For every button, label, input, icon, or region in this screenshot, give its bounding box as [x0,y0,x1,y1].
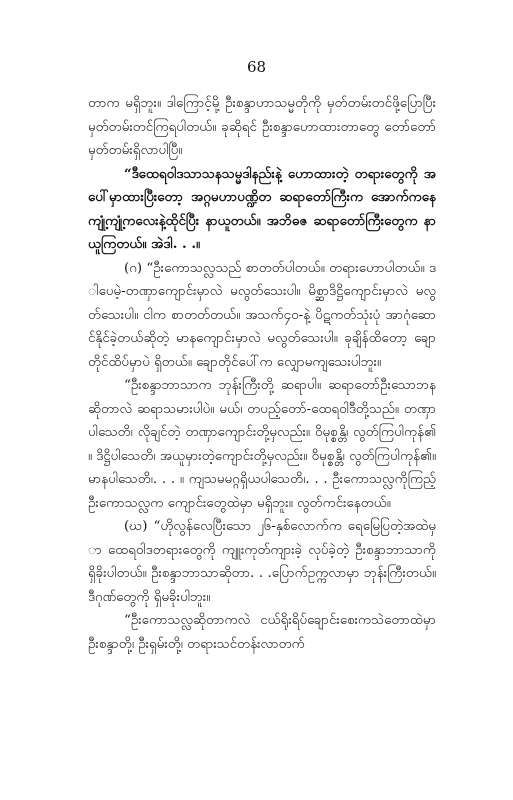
paragraph-3-item-c: (ဂ) “ဦးကောသလ္လသည် စာတတ်ပါတယ်။ တရားဟောပါတယ်။ ဒါပေမဲ့-တဏှာကျောင်းမှာလဲ မလွတ်သေးပါ။ မိစ္ဆာဒိဋ္ဌိကျောင်းမှာလဲ မလွတ်သေးပါ။ ငါက စာတတ်တယ်။ အသက်၄၀-နဲ့ ပိဋကတ်သုံးပုံ အာဂုံဆောင်နိုင်ခဲ့တယ်ဆိုတဲ့ မာနကျောင်းမှာလဲ မလွတ်သေးပါ။ ခုချိန်ထိတော့ ချောတိုင်ထိပ်မှာပဲ ရှိတယ်။ ချောတိုင်ပေါ်က လျှောမကျသေးပါဘူး။ [88,260,436,370]
body-text [88,92,436,656]
page-number: 68 [246,58,267,76]
paragraph-2-bold-quote: “ဒီထေရဝါဒသာသနသမ္မဒါနည်းနဲ့ ဟောထားတဲ့ တရားတွေကို အပေါ်မှာထားပြီးတော့ အဂ္ဂမဟာပဏ္ဍိတ ဆရာတော်ကြီးက အောက်ကနေ ကျုံ့ကျုံ့ကလေးနဲ့ထိုင်ပြီး နာယူတယ်။ အဘိဓဇ ဆရာတော်ကြီးတွေက နာယူကြတယ်။ အဲဒါ. . .။ [88,165,436,252]
paragraph-6: “ဦးကောသလ္လဆိုတာကလဲ ငယ်ရိုးရိပ်ချောင်းစေးကသဲတောထဲမှာ ဦးစန္ဒာတို့၊ ဦးရှမ်းတို့၊ တရားသင်တန်းလာတက် [88,613,436,652]
paragraph-4: “ဦးစန္ဒာဘာသာက ဘုန်းကြီးတို့ ဆရာပါ။ ဆရာတော်ဦးသောဘနဆိုတာလဲ ဆရာသမားပါပဲ။ မယ်၊ တပည့်တော်-ထေရဝါဒီတို့သည်။ တဏှာပါသေတိ၊ လိုချင်တဲ့ တဏှာကျောင်းတို့မှလည်း။ ဝိမုစ္စန္တိ၊ လွတ်ကြပါကုန်၏။ ဒိဋ္ဌိပါသေတိ၊ အယူမှားတဲ့ကျောင်းတို့မှလည်း။ ဝိမုစ္စန္တိ၊ လွတ်ကြပါကုန်၏။ မာနပါသေတိ၊. . . ။ ကျသမမဂ္ဂရှိယပါသေတိ၊. . . ဦးကောသလ္လကိုကြည့်ဦးကောသလ္လက ကျောင်းတွေထဲမှာ မရှိဘူး။ လွတ်ကင်းနေတယ်။ [88,378,436,511]
paragraph-1: တာက မရှိဘူး။ ဒါကြောင့်မို့ ဦးစန္ဒာဟာသမ္မတိုကို မှတ်တမ်းတင်ဖို့ပြောပြီး မှတ်တမ်းတင်ကြရပါတယ်။ ခုဆိုရင် ဦးစန္ဒာဟောထားတာတွေ တော်တော် မှတ်တမ်းရှိလာပါပြီ။ [88,96,436,158]
paragraph-5-item-d: (ဃ) “ဟိုလွန်လေပြီးသော ၂၆-နှစ်လောက်က ရေမြေပြတဲ့အထဲမှာ ထေရဝါဒတရားတွေကို ကျူးကုတ်ကျားခဲ့ လုပ်ခဲ့တဲ့ ဦးစန္ဒာဘာသာကို ရှိခိုးပါတယ်။ ဦးစန္ဒာဘာသာဆိုတာ. . .ပြောက်ဥက္ကလာမှာ ဘုန်းကြီးတယ်။ ဒီဂုဏ်တွေကို ရှိမခိုးပါဘူး။ [88,519,436,605]
